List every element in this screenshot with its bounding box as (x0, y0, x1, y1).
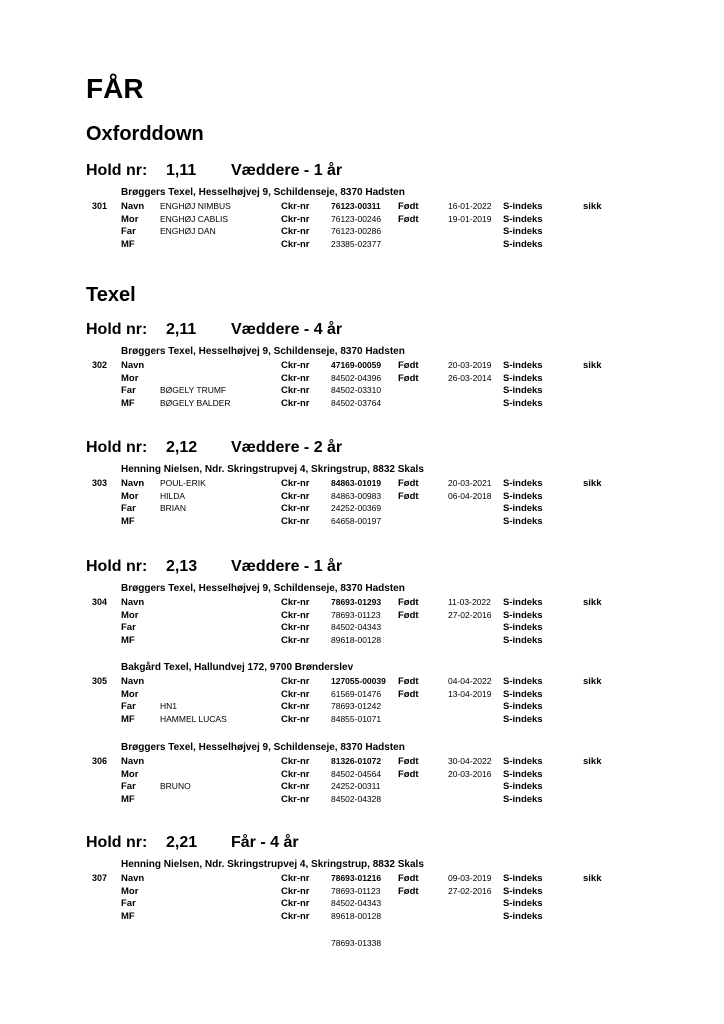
s-index-label: S-indeks (503, 622, 543, 633)
born-label: Født (398, 213, 419, 225)
s-index-label: S-indeks (503, 873, 543, 884)
born-label: Født (398, 676, 419, 687)
pedigree-row (0, 897, 724, 910)
pedigree-row (0, 225, 724, 238)
ckr-number: 61569-01476 (331, 688, 382, 699)
ckr-number: 84502-03764 (331, 397, 382, 408)
ckr-number: 78693-01242 (331, 701, 382, 711)
pedigree-row (0, 477, 724, 490)
born-label: Født (398, 478, 419, 489)
ckr-number: 47169-00059 (331, 360, 382, 370)
entry-block (0, 859, 724, 925)
owner-line: Brøggers Texel, Hesselhøjvej 9, Schildenseje, 8370 Hadsten (121, 346, 405, 357)
pedigree-row (0, 384, 724, 397)
ckr-number: 23385-02377 (331, 238, 382, 249)
owner-line: Brøggers Texel, Hesselhøjvej 9, Schildenseje, 8370 Hadsten (121, 742, 405, 753)
pedigree-row (0, 372, 724, 385)
s-index-label: S-indeks (503, 781, 543, 792)
pedigree-row (0, 768, 724, 781)
ckr-label: Ckr-nr (281, 201, 310, 212)
row-role: MF (121, 713, 135, 725)
s-index-label: S-indeks (503, 634, 543, 646)
s-index-label: S-indeks (503, 609, 543, 621)
animal-name: ENGHØJ CABLIS (160, 213, 229, 224)
owner-line: Henning Nielsen, Ndr. Skringstrupvej 4, Skringstrup, 8832 Skals (121, 859, 424, 870)
birth-date: 16-01-2022 (448, 201, 492, 211)
catalog-number: 307 (92, 873, 108, 883)
row-role: Mor (121, 609, 139, 621)
ckr-label: Ckr-nr (281, 634, 310, 646)
ckr-number: 84855-01071 (331, 713, 382, 724)
ckr-number: 84502-04396 (331, 372, 382, 383)
row-role: Far (121, 898, 136, 909)
footer-number: 78693-01338 (331, 938, 382, 948)
animal-name: HILDA (160, 490, 186, 501)
born-label: Født (398, 360, 419, 371)
ckr-number: 84502-03310 (331, 385, 382, 395)
s-index-label: S-indeks (503, 898, 543, 909)
row-role: Far (121, 385, 136, 396)
born-label: Født (398, 372, 419, 384)
ckr-label: Ckr-nr (281, 213, 310, 225)
ckr-label: Ckr-nr (281, 701, 310, 712)
species-heading: FÅR (86, 73, 144, 104)
s-index-label: S-indeks (503, 201, 543, 212)
pedigree-row (0, 780, 724, 793)
s-index-label: S-indeks (503, 756, 543, 767)
s-index-label: S-indeks (503, 213, 543, 225)
ckr-label: Ckr-nr (281, 490, 310, 502)
pedigree-row (0, 200, 724, 213)
ckr-label: Ckr-nr (281, 372, 310, 384)
birth-date: 20-03-2021 (448, 478, 492, 488)
row-role: MF (121, 515, 135, 527)
pedigree-row (0, 872, 724, 885)
s-index-label: S-indeks (503, 597, 543, 608)
hold-class: Væddere - 1 år (231, 558, 343, 575)
birth-date: 19-01-2019 (448, 213, 492, 224)
sikk-label: sikk (583, 873, 602, 884)
born-label: Født (398, 768, 419, 780)
row-role: Far (121, 622, 136, 633)
catalog-number: 304 (92, 597, 108, 607)
row-role: Far (121, 226, 136, 237)
pedigree-row (0, 910, 724, 923)
hold-class: Væddere - 4 år (231, 321, 343, 338)
catalog-number: 302 (92, 360, 108, 370)
hold-class: Væddere - 2 år (231, 439, 343, 456)
hold-number: 2,21 (166, 834, 198, 851)
pedigree-row (0, 359, 724, 372)
catalog-number: 303 (92, 478, 108, 488)
pedigree-row (0, 755, 724, 768)
row-role: Navn (121, 873, 145, 884)
ckr-number: 84502-04328 (331, 793, 382, 804)
breed-heading-oxforddown: Oxforddown (86, 123, 204, 145)
ckr-number: 89618-00128 (331, 634, 382, 645)
s-index-label: S-indeks (503, 503, 543, 514)
row-role: Navn (121, 201, 145, 212)
ckr-number: 84863-01019 (331, 478, 382, 488)
animal-name: HN1 (160, 701, 178, 711)
ckr-label: Ckr-nr (281, 898, 310, 909)
born-label: Født (398, 873, 419, 884)
born-label: Født (398, 885, 419, 897)
birth-date: 27-02-2016 (448, 609, 492, 620)
ckr-number: 76123-00246 (331, 213, 382, 224)
row-role: Mor (121, 885, 139, 897)
s-index-label: S-indeks (503, 768, 543, 780)
birth-date: 20-03-2016 (448, 768, 492, 779)
hold-number: 2,11 (166, 321, 197, 338)
ckr-label: Ckr-nr (281, 478, 310, 489)
sikk-label: sikk (583, 597, 602, 608)
birth-date: 09-03-2019 (448, 873, 492, 883)
entry-block (0, 583, 724, 649)
hold-class: Får - 4 år (231, 834, 299, 851)
hold-header (86, 834, 406, 854)
s-index-label: S-indeks (503, 478, 543, 489)
pedigree-row (0, 502, 724, 515)
catalog-number: 306 (92, 756, 108, 766)
hold-label: Hold nr: (86, 834, 148, 851)
row-role: Navn (121, 676, 145, 687)
ckr-label: Ckr-nr (281, 873, 310, 884)
ckr-label: Ckr-nr (281, 885, 310, 897)
ckr-number: 76123-00286 (331, 226, 382, 236)
sikk-label: sikk (583, 676, 602, 687)
s-index-label: S-indeks (503, 793, 543, 805)
ckr-number: 89618-00128 (331, 910, 382, 921)
animal-name: BRUNO (160, 781, 191, 791)
pedigree-row (0, 688, 724, 701)
owner-line: Henning Nielsen, Ndr. Skringstrupvej 4, Skringstrup, 8832 Skals (121, 464, 424, 475)
row-role: Mor (121, 372, 139, 384)
pedigree-row (0, 609, 724, 622)
owner-line: Brøggers Texel, Hesselhøjvej 9, Schildenseje, 8370 Hadsten (121, 583, 405, 594)
s-index-label: S-indeks (503, 676, 543, 687)
animal-name: BØGELY BALDER (160, 397, 231, 408)
ckr-label: Ckr-nr (281, 397, 310, 409)
s-index-label: S-indeks (503, 701, 543, 712)
birth-date: 04-04-2022 (448, 676, 492, 686)
birth-date: 26-03-2014 (448, 372, 492, 383)
birth-date: 27-02-2016 (448, 885, 492, 896)
s-index-label: S-indeks (503, 360, 543, 371)
pedigree-row (0, 885, 724, 898)
row-role: Navn (121, 478, 145, 489)
ckr-label: Ckr-nr (281, 688, 310, 700)
ckr-label: Ckr-nr (281, 597, 310, 608)
birth-date: 06-04-2018 (448, 490, 492, 501)
row-role: Far (121, 503, 136, 514)
ckr-label: Ckr-nr (281, 676, 310, 687)
hold-number: 2,13 (166, 558, 198, 575)
row-role: Mor (121, 490, 139, 502)
entry-block (0, 742, 724, 808)
birth-date: 20-03-2019 (448, 360, 492, 370)
row-role: Navn (121, 597, 145, 608)
born-label: Født (398, 490, 419, 502)
ckr-number: 84502-04564 (331, 768, 382, 779)
ckr-label: Ckr-nr (281, 910, 310, 922)
entry-block (0, 464, 724, 530)
animal-name: BRIAN (160, 503, 186, 513)
ckr-number: 78693-01293 (331, 597, 382, 607)
s-index-label: S-indeks (503, 910, 543, 922)
pedigree-row (0, 397, 724, 410)
hold-label: Hold nr: (86, 162, 148, 179)
sikk-label: sikk (583, 756, 602, 767)
ckr-number: 64658-00197 (331, 515, 382, 526)
ckr-label: Ckr-nr (281, 385, 310, 396)
ckr-number: 84502-04343 (331, 898, 382, 908)
birth-date: 11-03-2022 (448, 597, 491, 607)
catalog-number: 305 (92, 676, 108, 686)
ckr-number: 24252-00311 (331, 781, 381, 791)
pedigree-row (0, 515, 724, 528)
s-index-label: S-indeks (503, 885, 543, 897)
ckr-label: Ckr-nr (281, 781, 310, 792)
birth-date: 30-04-2022 (448, 756, 492, 766)
ckr-number: 78693-01216 (331, 873, 382, 883)
hold-class: Væddere - 1 år (231, 162, 343, 179)
row-role: MF (121, 634, 135, 646)
pedigree-row (0, 490, 724, 503)
animal-name: HAMMEL LUCAS (160, 713, 227, 724)
born-label: Født (398, 609, 419, 621)
sikk-label: sikk (583, 201, 602, 212)
hold-number: 2,12 (166, 439, 198, 456)
ckr-label: Ckr-nr (281, 515, 310, 527)
ckr-number: 127055-00039 (331, 676, 386, 686)
s-index-label: S-indeks (503, 688, 543, 700)
s-index-label: S-indeks (503, 372, 543, 384)
animal-name: ENGHØJ NIMBUS (160, 201, 231, 211)
ckr-label: Ckr-nr (281, 503, 310, 514)
pedigree-row (0, 700, 724, 713)
pedigree-row (0, 621, 724, 634)
row-role: Mor (121, 688, 139, 700)
owner-line: Brøggers Texel, Hesselhøjvej 9, Schildenseje, 8370 Hadsten (121, 187, 405, 198)
animal-name: BØGELY TRUMF (160, 385, 227, 395)
animal-name: ENGHØJ DAN (160, 226, 216, 236)
ckr-label: Ckr-nr (281, 768, 310, 780)
s-index-label: S-indeks (503, 713, 543, 725)
born-label: Født (398, 201, 419, 212)
s-index-label: S-indeks (503, 490, 543, 502)
ckr-number: 78693-01123 (331, 609, 381, 620)
hold-header (86, 321, 406, 341)
ckr-number: 78693-01123 (331, 885, 381, 896)
ckr-label: Ckr-nr (281, 713, 310, 725)
row-role: Far (121, 781, 136, 792)
born-label: Født (398, 688, 419, 700)
entry-block (0, 346, 724, 412)
hold-header (86, 558, 406, 578)
row-role: MF (121, 793, 135, 805)
hold-header (86, 439, 406, 459)
pedigree-row (0, 713, 724, 726)
ckr-number: 84502-04343 (331, 622, 382, 632)
s-index-label: S-indeks (503, 385, 543, 396)
pedigree-row (0, 596, 724, 609)
row-role: Mor (121, 213, 139, 225)
pedigree-row (0, 238, 724, 251)
row-role: MF (121, 397, 135, 409)
hold-label: Hold nr: (86, 439, 148, 456)
sikk-label: sikk (583, 478, 602, 489)
ckr-label: Ckr-nr (281, 756, 310, 767)
hold-label: Hold nr: (86, 321, 148, 338)
ckr-number: 84863-00983 (331, 490, 382, 501)
row-role: Navn (121, 756, 145, 767)
owner-line: Bakgård Texel, Hallundvej 172, 9700 Brønderslev (121, 662, 354, 673)
ckr-label: Ckr-nr (281, 238, 310, 250)
breed-heading-texel: Texel (86, 284, 136, 306)
catalog-number: 301 (92, 201, 108, 211)
row-role: Mor (121, 768, 139, 780)
ckr-label: Ckr-nr (281, 622, 310, 633)
hold-number: 1,11 (166, 162, 197, 179)
hold-header (86, 162, 406, 182)
ckr-label: Ckr-nr (281, 360, 310, 371)
ckr-number: 76123-00311 (331, 201, 381, 211)
ckr-label: Ckr-nr (281, 793, 310, 805)
row-role: MF (121, 910, 135, 922)
s-index-label: S-indeks (503, 397, 543, 409)
s-index-label: S-indeks (503, 238, 543, 250)
hold-label: Hold nr: (86, 558, 148, 575)
sikk-label: sikk (583, 360, 602, 371)
s-index-label: S-indeks (503, 515, 543, 527)
pedigree-row (0, 675, 724, 688)
pedigree-row (0, 793, 724, 806)
born-label: Født (398, 597, 419, 608)
animal-name: POUL-ERIK (160, 478, 206, 488)
pedigree-row (0, 213, 724, 226)
entry-block (0, 187, 724, 253)
ckr-label: Ckr-nr (281, 609, 310, 621)
entry-block (0, 662, 724, 728)
born-label: Født (398, 756, 419, 767)
row-role: Far (121, 701, 136, 712)
pedigree-row (0, 634, 724, 647)
s-index-label: S-indeks (503, 226, 543, 237)
row-role: MF (121, 238, 135, 250)
ckr-number: 81326-01072 (331, 756, 382, 766)
ckr-number: 24252-00369 (331, 503, 382, 513)
ckr-label: Ckr-nr (281, 226, 310, 237)
birth-date: 13-04-2019 (448, 688, 492, 699)
row-role: Navn (121, 360, 145, 371)
